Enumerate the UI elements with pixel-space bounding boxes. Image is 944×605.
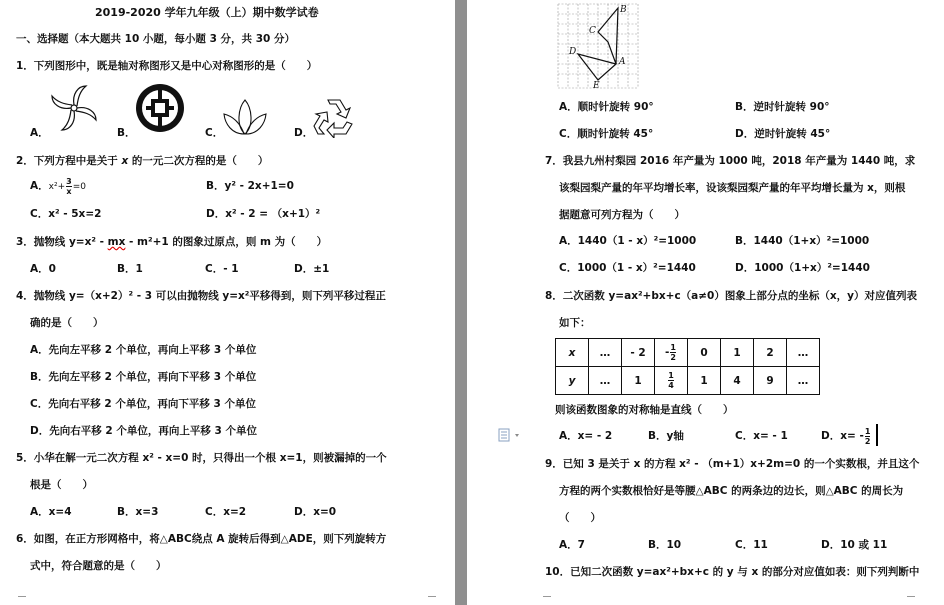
q9-option-c: C．11 <box>735 539 768 551</box>
page-corner-mark <box>543 596 551 604</box>
text-cursor <box>876 424 878 446</box>
table-cell: 2 <box>754 339 787 367</box>
q6-option-b: B．逆时针旋转 90° <box>735 101 830 113</box>
table-header-y: y <box>556 367 589 395</box>
q2-option-b: B．y² - 2x+1=0 <box>206 180 294 192</box>
table-cell: - 2 <box>622 339 655 367</box>
lotus-figure-icon <box>222 96 268 138</box>
q9-stem-line2: 方程的两个实数根恰好是等腰△ABC 的两条边的边长，则△ABC 的周长为 <box>559 485 904 497</box>
q8-stem-line2: 如下： <box>559 317 591 329</box>
q3-option-d: D．±1 <box>294 263 330 275</box>
q2-a-pre: A． <box>30 180 49 192</box>
q7-option-a: A．1440（1 - x）²=1000 <box>559 235 697 247</box>
q9-option-a: A．7 <box>559 539 585 551</box>
q4-stem-line2: 确的是（ ） <box>30 317 104 329</box>
rotation-grid-figure <box>556 2 640 92</box>
q7-stem-line2: 该梨园梨产量的年平均增长率，设该梨园梨产量的年平均增长量为 x，则根 <box>559 182 906 194</box>
q4-option-b: B．先向左平移 2 个单位，再向下平移 3 个单位 <box>30 371 257 383</box>
page-corner-mark <box>18 596 26 604</box>
grid-label-d: D <box>569 47 577 57</box>
q2-a-fraction <box>66 177 72 196</box>
q4-option-a: A．先向左平移 2 个单位，再向上平移 3 个单位 <box>30 344 257 356</box>
q8-option-d <box>821 426 871 446</box>
q3-option-a: A．0 <box>30 263 56 275</box>
table-row <box>556 367 820 395</box>
page-gutter <box>455 0 467 605</box>
q1-option-b: B． <box>117 127 136 139</box>
page-right <box>467 0 944 605</box>
q6-stem-line2: 式中，符合题意的是（ ） <box>30 560 167 572</box>
q2-stem <box>16 154 268 168</box>
q1-stem: 1．下列图形中，既是轴对称图形又是中心对称图形的是（ ） <box>16 60 318 72</box>
coin-emblem-figure-icon <box>134 82 186 134</box>
q1-option-d: D． <box>294 127 314 139</box>
q1-option-a: A． <box>30 127 49 139</box>
table-cell: 1 <box>688 367 721 395</box>
table-cell: 9 <box>754 367 787 395</box>
recycle-triangle-figure-icon <box>310 96 356 138</box>
q2-a-den: x <box>66 186 72 196</box>
q2-option-a <box>30 176 86 197</box>
table-cell: $\frac{1}{4}$ <box>655 367 688 395</box>
q9-stem-line1: 9．已知 3 是关于 x 的方程 x² - （m+1）x+2m=0 的一个实数根，并且这个 <box>545 458 920 470</box>
q5-stem-line1: 5．小华在解一元二次方程 x² - x=0 时，只得出一个根 x=1，则被漏掉的一个 <box>16 452 387 464</box>
q6-option-c: C．顺时针旋转 45° <box>559 128 654 140</box>
section-heading: 一、选择题（本大题共 10 小题，每小题 3 分，共 30 分） <box>16 33 295 45</box>
q8-d-pre: D．x= - <box>821 430 864 442</box>
table-cell: 0 <box>688 339 721 367</box>
q5-stem-line2: 根是（ ） <box>30 479 93 491</box>
table-cell: … <box>589 367 622 395</box>
q5-option-d: D．x=0 <box>294 506 337 518</box>
q9-option-b: B．10 <box>648 539 682 551</box>
grid-label-b: B <box>620 5 627 15</box>
q3-stem-b: - m²+1 的图象过原点，则 m 为（ ） <box>125 236 328 248</box>
q2-a-post: =0 <box>72 182 86 192</box>
q3-option-b: B．1 <box>117 263 143 275</box>
q4-stem-line1: 4．抛物线 y=（x+2）² - 3 可以由抛物线 y=x²平移得到，则下列平移过程正 <box>16 290 386 302</box>
grid-label-c: C <box>589 26 596 36</box>
q5-option-a: A．x=4 <box>30 506 72 518</box>
table-cell: 4 <box>721 367 754 395</box>
q7-stem-line3: 据题意可列方程为（ ） <box>559 209 685 221</box>
q4-option-c: C．先向右平移 2 个单位，再向下平移 3 个单位 <box>30 398 256 410</box>
table-cell: … <box>589 339 622 367</box>
q8-option-b: B．y轴 <box>648 430 684 442</box>
grid-label-e: E <box>593 81 600 91</box>
q5-option-c: C．x=2 <box>205 506 247 518</box>
q6-option-d: D．逆时针旋转 45° <box>735 128 831 140</box>
table-cell: … <box>787 367 820 395</box>
paste-options-icon[interactable] <box>498 428 526 442</box>
q5-option-b: B．x=3 <box>117 506 159 518</box>
table-cell: 1 <box>721 339 754 367</box>
q4-option-d: D．先向右平移 2 个单位，再向上平移 3 个单位 <box>30 425 257 437</box>
q10-stem: 10．已知二次函数 y=ax²+bx+c 的 y 与 x 的部分对应值如表：则下列判断中 <box>545 566 920 578</box>
table-header-x: x <box>556 339 589 367</box>
q2-stem-a: 2．下列方程中是关于 <box>16 155 122 167</box>
q2-option-c: C．x² - 5x=2 <box>30 208 102 220</box>
q9-stem-line3: （ ） <box>559 512 601 524</box>
q2-stem-b: 的一元二次方程的是（ ） <box>128 155 269 167</box>
q9-option-d: D．10 或 11 <box>821 539 888 551</box>
q3-option-c: C．- 1 <box>205 263 239 275</box>
pinwheel-figure-icon <box>48 82 100 134</box>
q2-a-num: 3 <box>66 176 72 186</box>
q3-stem-a: 3．抛物线 y=x² - <box>16 236 108 248</box>
q2-option-d: D．x² - 2 = （x+1）² <box>206 208 321 220</box>
q6-stem-line1: 6．如图，在正方形网格中，将△ABC绕点 A 旋转后得到△ADE，则下列旋转方 <box>16 533 387 545</box>
q2-a-x2: x²+ <box>48 182 66 192</box>
page-left <box>0 0 455 605</box>
q8-d-fraction: $\frac{1}{2}$ <box>864 426 871 446</box>
q3-stem-mx: mx <box>107 236 126 248</box>
table-cell: - $\frac{1}{2}$ <box>655 339 688 367</box>
q8-option-a: A．x= - 2 <box>559 430 613 442</box>
q3-stem <box>16 235 327 249</box>
q2-stem-x: x <box>121 155 129 167</box>
page-corner-mark <box>428 596 436 604</box>
table-cell: 1 <box>622 367 655 395</box>
q7-option-b: B．1440（1+x）²=1000 <box>735 235 870 247</box>
q7-option-d: D．1000（1+x）²=1440 <box>735 262 870 274</box>
q1-option-c: C． <box>205 127 224 139</box>
q8-after-text: 则该函数图象的对称轴是直线（ ） <box>555 404 734 416</box>
table-row <box>556 339 820 367</box>
q7-option-c: C．1000（1 - x）²=1440 <box>559 262 696 274</box>
q8-option-c: C．x= - 1 <box>735 430 788 442</box>
q8-value-table <box>555 338 820 395</box>
grid-label-a: A <box>619 57 626 67</box>
exam-title: 2019-2020 学年九年级（上）期中数学试卷 <box>95 6 319 19</box>
table-cell: … <box>787 339 820 367</box>
q6-option-a: A．顺时针旋转 90° <box>559 101 654 113</box>
q7-stem-line1: 7．我县九州村梨园 2016 年产量为 1000 吨，2018 年产量为 1440 吨，求 <box>545 155 916 167</box>
page-corner-mark <box>907 596 915 604</box>
q8-stem-line1: 8．二次函数 y=ax²+bx+c（a≠0）图象上部分点的坐标（x，y）对应值列表 <box>545 290 917 302</box>
